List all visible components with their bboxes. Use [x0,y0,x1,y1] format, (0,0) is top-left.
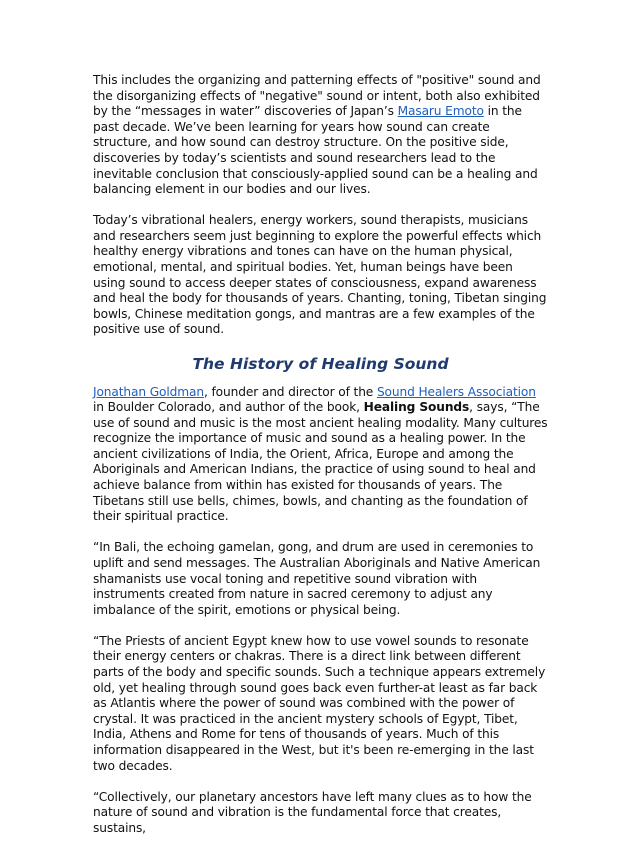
sound-healers-association-link[interactable]: Sound Healers Association [376,384,536,399]
paragraph-text: in the past decade. We’ve been learning for years how sound can create structure, and how sound can destroy structure. On the positive side, discoveries by today’s scientists and sound researchers lead to the inevitable conclusion that consciously-applied sound can be a healing and balancing element in our bodies and our lives. [93,104,538,197]
section-heading: The History of Healing Sound [192,354,449,373]
paragraph-collectively: “Collectively, our planetary ancestors have left many clues as to how the nature of sound and vibration is the fundamental force that creates, sustains, [93,789,532,835]
paragraph-egypt: “The Priests of ancient Egypt knew how to use vowel sounds to resonate their energy centers or chakras. There is a direct link between different parts of the body and specific sounds. Such a technique appears extremely old, yet healing through sound goes back even further-at least as far back as Atlantis where the power of sound was combined with the power of crystal. It was practiced in the ancient mystery schools of Egypt, Tibet, India, Athens and Rome for tens of thousands of years. Much of this information disappeared in the West, but it's been re-emerging in the last two decades. [93,633,546,773]
paragraph-goldman [93,385,548,525]
book-title: Healing Sounds [363,400,470,415]
paragraph-bali: “In Bali, the echoing gamelan, gong, and drum are used in ceremonies to uplift and send messages. The Australian Aboriginals and Native American shamanists use vocal toning and repetitive sound vibration with instruments created from nature in sacred ceremony to adjust any imbalance of the spirit, emotions or physical being. [93,540,541,617]
paragraph-vibrational-healers: Today’s vibrational healers, energy workers, sound therapists, musicians and researchers seem just beginning to explore the powerful effects which healthy energy vibrations and tones can have on the human physical, emotional, mental, and spiritual bodies. Yet, human beings have been using sound to access deeper states of consciousness, expand awareness and heal the body for thousands of years. Chanting, toning, Tibetan singing bowls, Chinese meditation gongs, and mantras are a few examples of the positive use of sound. [93,213,547,337]
paragraph-text: This includes the organizing and patterning effects of "positive" sound and the disorganizing effects of "negative" sound or intent, both also exhibited by the “messages in water” discoveries of Japan’s [93,73,541,119]
masaru-emoto-link[interactable]: Masaru Emoto [397,104,484,119]
paragraph-text: , founder and director of the [203,384,377,399]
paragraph-text: , says, “The use of sound and music is the most ancient healing modality. Many cultures recognize the importance of music and sound as a healing power. In the ancient civilizations of India, the Orient, Africa, Europe and among the Aboriginals and American Indians, the practice of using sound to heal and achieve balance from within has existed for thousands of years. The Tibetans still use bells, chimes, bowls, and chanting as the foundation of their spiritual practice. [93,400,548,524]
jonathan-goldman-link[interactable]: Jonathan Goldman [93,384,204,399]
paragraph-text: in Boulder Colorado, and author of the book, [93,400,364,415]
document-page [93,73,548,852]
paragraph-intro [93,73,548,198]
